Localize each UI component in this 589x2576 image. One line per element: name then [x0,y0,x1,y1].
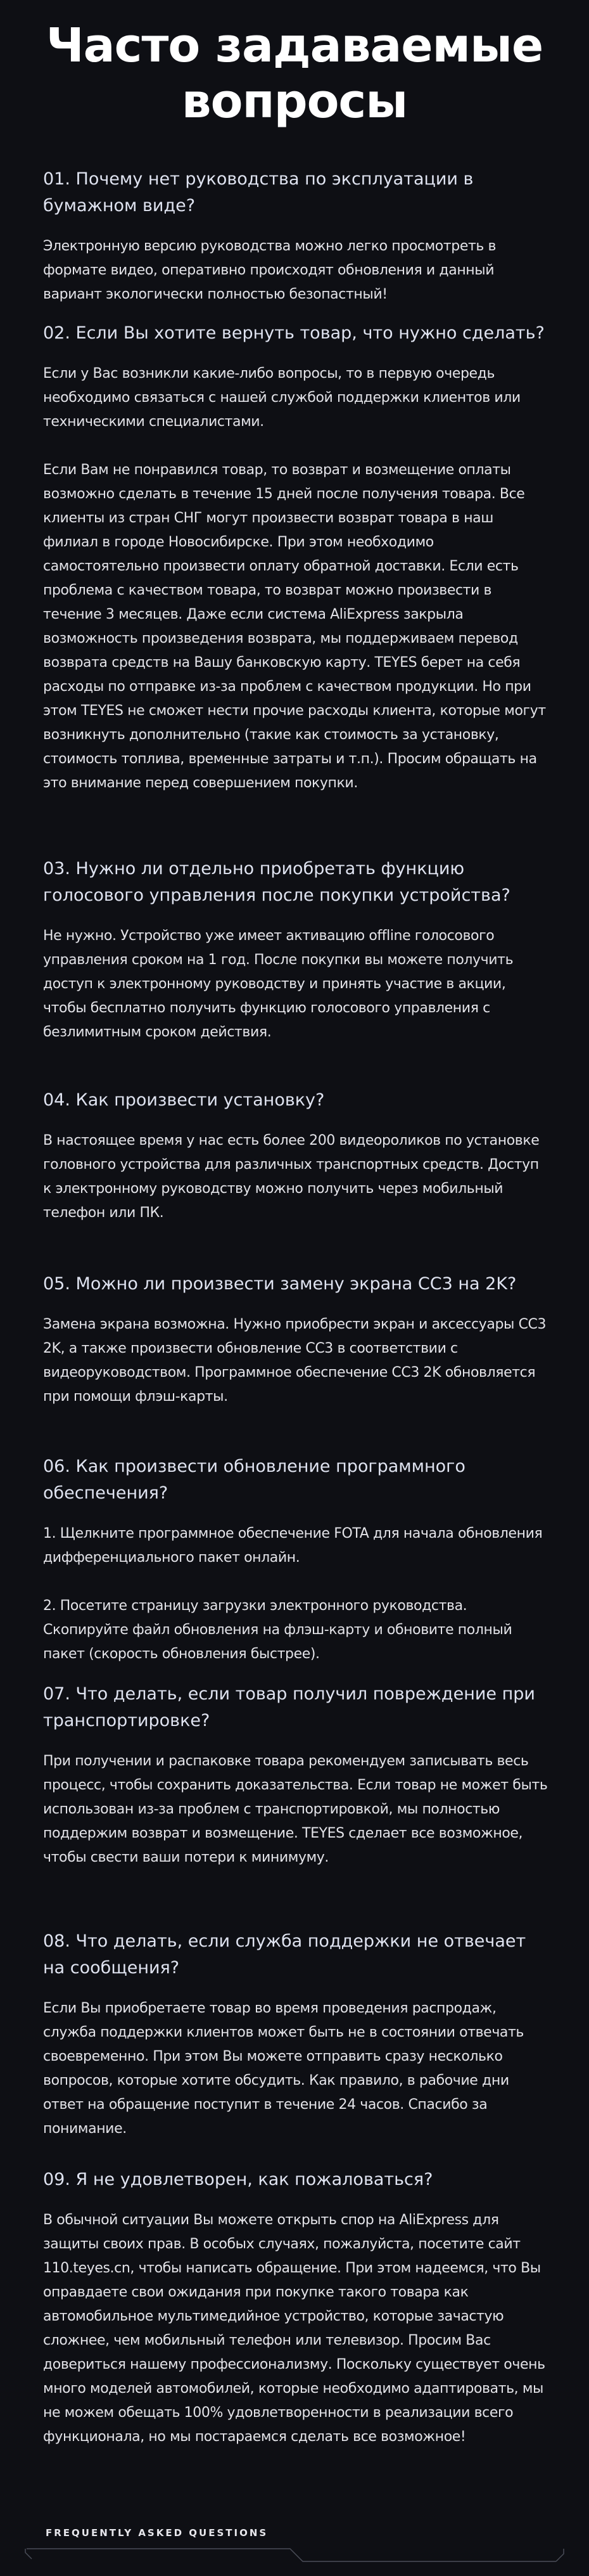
footer [0,2494,589,2576]
faq-item-05 [43,1271,550,1409]
faq-question: 09. Я не удовлетворен, как пожаловаться? [43,2170,433,2189]
page-title-line-2: вопросы [181,74,408,129]
faq-question: 01. Почему нет руководства по эксплуатации в бумажном виде? [43,169,474,216]
faq-question: 07. Что делать, если товар получил повреждение при транспортировке? [43,1684,535,1730]
faq-question: 03. Нужно ли отдельно приобретать функцию голосового управления после покупки устройства? [43,859,510,905]
faq-question: 04. Как произвести установку? [43,1090,325,1110]
faq-answer: Если Вы приобретаете товар во время проведения распродаж, служба поддержки клиентов может быть не в состоянии отвечать своевременно. При этом Вы можете отправить сразу несколько вопросов, которые хотите обсудить. Как правило, в рабочие дни ответ на обращение поступит в течение 24 часов. Спасибо за понимание. [43,2000,524,2137]
faq-item-01 [43,166,550,307]
faq-item-02 [43,320,550,795]
page-title [0,18,589,129]
faq-answer: В настоящее время у нас есть более 200 видеороликов по установке головного устройства для различных транспортных средств. Доступ к электронному руководству можно получить через мобильный телефон или ПК. [43,1133,540,1221]
footer-label: FREQUENTLY ASKED QUESTIONS [46,2527,269,2539]
faq-answer: В обычной ситуации Вы можете открыть спор на AliExpress для защиты своих прав. В особых случаях, пожалуйста, посетите сайт 110.teyes.cn, чтобы написать обращение. При этом надеемся, что Вы оправдаете свои ожидания при покупке такого товара как автомобильное мультимедийное устройство, которые зачастую сложнее, чем мобильный телефон или телевизор. Просим Вас довериться нашему профессионализму. Поскольку существует очень много моделей автомобилей, которые необходимо адаптировать, мы не можем обещать 100% удовлетворенности в реализации всего функционала, но мы постараемся сделать все возможное! [43,2212,545,2445]
faq-answer: Если у Вас возникли какие-либо вопросы, то в первую очередь необходимо связаться с нашей службой поддержки клиентов или техническими специалистами. [43,366,521,430]
footer-bracket-line [25,2549,564,2561]
faq-answer: 2. Посетите страницу загрузки электронного руководства. Скопируйте файл обновления на флэш-карту и обновите полный пакет (скорость обновления быстрее). [43,1598,512,1662]
faq-item-07 [43,1681,550,1870]
faq-answer: 1. Щелкните программное обеспечение FOTA для начала обновления дифференциального пакет онлайн. [43,1526,543,1566]
faq-item-06 [43,1453,550,1666]
faq-question: 05. Можно ли произвести замену экрана CC3 на 2K? [43,1274,517,1294]
faq-answer: Не нужно. Устройство уже имеет активацию offline голосового управления сроком на 1 год. После покупки вы можете получить доступ к электронному руководству и принять участие в акции, чтобы бесплатно получить функцию голосового управления с безлимитным сроком действия. [43,928,514,1040]
faq-question: 06. Как произвести обновление программного обеспечения? [43,1457,466,1503]
faq-question: 02. Если Вы хотите вернуть товар, что нужно сделать? [43,323,545,343]
faq-item-09 [43,2167,550,2449]
faq-question: 08. Что делать, если служба поддержки не отвечает на сообщения? [43,1931,526,1978]
faq-answer: Электронную версию руководства можно легко просмотреть в формате видео, оперативно происходят обновления и данный вариант экологически полностью безопастный! [43,238,497,302]
faq-answer: Если Вам не понравился товар, то возврат и возмещение оплаты возможно сделать в течение 15 дней после получения товара. Все клиенты из стран СНГ могут произвести возврат товара в наш филиал в городе Новосибирске. При этом необходимо самостоятельно произвести оплату обратной доставки. Если есть проблема с качеством товара, то возврат можно произвести в течение 3 месяцев. Даже если система AliExpress закрыла возможность произведения возврата, мы поддерживаем перевод возврата средств на Вашу банковскую карту. TEYES берет на себя расходы по отправке из-за проблем с качеством продукции. Но при этом TEYES не сможет нести прочие расходы клиента, которые могут возникнуть дополнительно (такие как стоимость за установку, стоимость топлива, временные затраты и т.п.). Просим обращать на это внимание перед совершением покупки. [43,462,546,791]
faq-item-04 [43,1087,550,1225]
faq-item-08 [43,1928,550,2141]
faq-item-03 [43,856,550,1045]
page-title-line-1: Часто задаваемые [46,18,543,73]
faq-answer: Замена экрана возможна. Нужно приобрести экран и аксессуары CC3 2K, а также произвести обновление CC3 в соответствии с видеоруководством. Программное обеспечение CC3 2K обновляется при помощи флэш-карты. [43,1317,547,1405]
faq-answer: При получении и распаковке товара рекомендуем записывать весь процесс, чтобы сохранить доказательства. Если товар не может быть использован из-за проблем с транспортировкой, мы полностью поддержим возврат и возмещение. TEYES сделает все возможное, чтобы свести ваши потери к минимуму. [43,1753,548,1865]
